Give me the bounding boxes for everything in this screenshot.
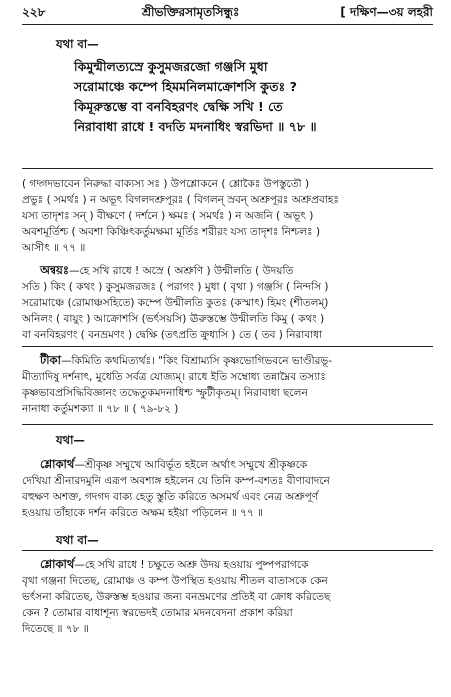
shlokartha-line: ভর্ৎসনা করিতেছ, উরুস্তম্ভ হওয়ার জন্য বনভ্রমণের প্রতিই বা ক্রোধ করিতেছ [22, 591, 331, 603]
section-rule [22, 424, 433, 425]
verse-line: নিরাবাধা রাধে ! বদতি মদনাধিং স্বরভিদা ॥ ৭৮ ॥ [74, 119, 317, 134]
shlokartha-label: শ্লোকার্থ [40, 557, 75, 571]
anvaya-line: সরোমাঞ্চে (রোমাঞ্চসহিতে) কম্পে উন্মীলতি কুতঃ (কস্মাৎ) হিমং (শীতলম্) [22, 297, 329, 309]
tika-line: নানাধা কর্তুমশক্যা ॥ ৭৮ ॥ ( ৭৯-৮২ ) [22, 403, 179, 415]
commentary-line: আসীৎ ॥ ৭৭ ॥ [22, 242, 86, 254]
section-rule [22, 550, 433, 551]
commentary-line: যস্য তাদৃশঃ সন্ ) বীক্ষণে ( দর্শনে ) ক্ষমঃ ( সমর্থঃ ) ন অজনি ( অভূৎ ) [22, 210, 314, 222]
section-rule [22, 346, 433, 347]
tika-block [22, 352, 433, 417]
shlokartha-line: বহুক্ষণ অশক্ত, গদগদ বাক্য হেতু স্তুতি করিতে অসমর্থ এবং নেত্র অশ্রুপূর্ণ [22, 491, 319, 503]
shlokartha-line: বৃথা গঞ্জনা দিতেছ, রোমাঞ্চ ও কম্প উপস্থিত হওয়ায় শীতল বাতাসকে কেন [22, 575, 328, 587]
yatha-label: যথা— [56, 433, 85, 447]
section-rule [22, 168, 433, 169]
anvaya-line: সতি ) কিং ( কথং ) কুসুমজরজঃ ( পরাগং ) মুধা ( বৃথা ) গঞ্জসি ( নিন্দসি ) [22, 281, 329, 293]
shlokartha-line: কেন ? তোমার বাধাশূন্য স্বরভেদই তোমার মদনবেদনা প্রকাশ করিয়া [22, 607, 293, 619]
verse-line: সরোমাঞ্চে কম্পে হিমমনিলমাক্রোশসি কুতঃ ? [74, 79, 297, 94]
header-rule [22, 24, 433, 25]
commentary-block [22, 176, 433, 256]
shlokartha-block [22, 456, 433, 521]
page-header [22, 4, 433, 26]
tika-line: কৃষ্ণভাবপ্রসিদ্ধিবিজ্ঞানং তদ্ধেতুকমদনাধিশ্চ স্ফুটীকৃতম্। নিরাবাধা ছলেন [22, 387, 308, 399]
shlokartha-line: —শ্রীকৃষ্ণ সম্মুখে আবির্ভূত হইলে অর্থাৎ সম্মুখে শ্রীকৃষ্ণকে [74, 459, 308, 471]
shlokartha-block [22, 556, 433, 637]
yatha-va-label: যথা বা— [56, 37, 99, 51]
anvaya-line: —হে সখি রাধে ! অস্রে ( অশ্রুণি ) উন্মীলতি ( উদয়তি [68, 265, 294, 277]
page-number: ২২৮ [22, 5, 46, 19]
commentary-line: প্রভুঃ ( সমর্থঃ ) ন অভূৎ বিগলদশ্রুপূরঃ ( বিগলন্ স্রবন্ অশ্রুপূরঃ অশ্রুপ্রবাহঃ [22, 194, 339, 206]
yatha-block [22, 432, 433, 449]
tika-line: মীত্যাদিষু দর্শনাৎ, মুধেতি সর্বত্র যোজ্যম্। রাধে ইতি সম্বোধ্য তন্নাম্নৈব তস্যাঃ [22, 371, 326, 383]
verse-block [22, 36, 433, 137]
yatha-va-label: যথা বা— [56, 533, 99, 547]
anvaya-label: অন্বয়ঃ [40, 263, 69, 277]
anvaya-line: অনিলং ( বায়ুং ) আক্রোশসি (ভর্ৎসয়সি) ঊরুস্তম্ভে উন্মীলতি কিমু ( কথং ) [22, 313, 325, 325]
shlokartha-line: দেখিয়া শ্রীনারদমুনি এরূপ অবশাঙ্গ হইলেন যে তিনি কম্প-বশতঃ বীণাবাদনে [22, 475, 330, 487]
shlokartha-line: —হে সখি রাধে ! চক্ষুতে অশ্রু উদয় হওয়ায় পুষ্পপরাগকে [74, 559, 309, 571]
tika-line: —কিমিতি কথমিত্যর্থঃ। "কিং বিশ্রাম্যসি কৃষ্ণভোগিভবনে ভাণ্ডীরভূ- [60, 355, 333, 367]
shlokartha-line: হওয়ায় তাঁহাকে দর্শন করিতে অক্ষম হইয়া পড়িলেন ॥ ৭৭ ॥ [22, 507, 264, 519]
anvaya-line: বা বনবিহরণং ( বনভ্রমণং ) দ্বেক্ষি (তৎপ্রতি ক্রুধ্যসি ) তে ( তব ) নিরাবাধা [22, 329, 323, 341]
shlokartha-label: শ্লোকার্থ [40, 457, 75, 471]
anvaya-block [22, 262, 433, 343]
book-title: শ্রীভক্তিরসামৃতসিন্ধুঃ [142, 5, 240, 19]
tika-label: টীকা [40, 353, 61, 367]
shlokartha-line: দিতেছে ॥ ৭৮ ॥ [22, 623, 89, 635]
verse-line: কিমুন্মীলত্যস্রে কুসুমজরজো গঞ্জসি মুধা [74, 59, 268, 74]
verse-line: কিমূরুস্তম্ভে বা বনবিহরণং দ্বেক্ষি সখি ! তে [74, 99, 283, 114]
yatha-va-block [22, 532, 433, 549]
commentary-line: ( গদ্গদভাবেন নিরুদ্ধা বাক্যস্য সঃ ) উপশ্লোকনে ( শ্লোকৈঃ উপস্তুতৌ ) [22, 178, 310, 190]
commentary-line: অবশমূর্তিশ্চ ( অবশা কিঞ্চিৎকর্তুমক্ষমা মূর্তিঃ শরীরং যস্য তাদৃশঃ নিশ্চলঃ ) [22, 226, 321, 238]
section-label: [ দক্ষিণ—৩য় লহরী [340, 5, 433, 19]
